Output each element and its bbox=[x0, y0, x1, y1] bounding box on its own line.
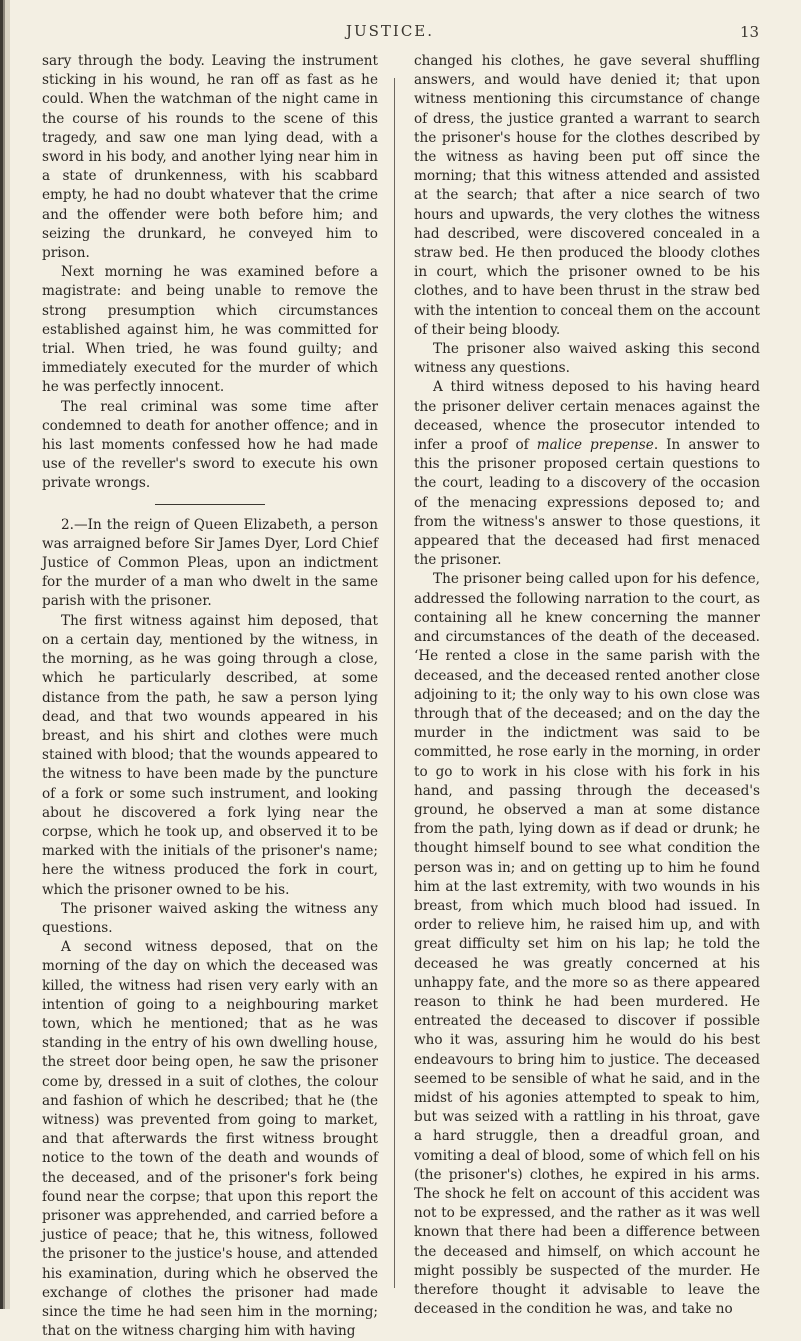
paragraph-right-2: The prisoner also waived asking this second witness any questions. bbox=[414, 341, 760, 377]
paragraph-left-1: sary through the body. Leaving the instrument sticking in his wound, he ran off as fast as he could. When the watchman of the night came in the course of his rounds to the scene of this tragedy, and saw one man lying dead, with a sword in his body, and another lying near him in a state of drunkenness, with his scabbard empty, he had no doubt whatever that the crime and the offender were both before him; and seizing the drunkard, he conveyed him to prison. bbox=[42, 53, 378, 262]
paragraph-left-4: 2.—In the reign of Queen Elizabeth, a person was arraigned before Sir James Dyer, Lord Chief Justice of Common Pleas, upon an indictment for the murder of a man who dwelt in the same parish with the prisoner. bbox=[42, 516, 378, 610]
left-column bbox=[42, 52, 378, 1341]
right-column bbox=[414, 52, 760, 1319]
italic-phrase: malice prepense bbox=[536, 437, 654, 454]
column-divider bbox=[394, 78, 395, 1288]
paragraph-right-3-start: A third witness deposed to his having heard the prisoner deliver certain menaces against the deceased, whence the prosecutor intended to infer a proof of bbox=[414, 379, 760, 454]
paragraph-left-3: The real criminal was some time after condemned to death for another offence; and in his last moments confessed how he had made use of the reveller's sword to execute his own private wrongs. bbox=[42, 398, 378, 492]
page-binding-edge bbox=[0, 0, 10, 1309]
paragraph-left-7: A second witness deposed, that on the morning of the day on which the deceased was killed, the witness had risen very early with an intention of going to a neighbouring market town, which he mentioned; that as he was standing in the entry of his own dwelling house, the street door being open, he saw the prisoner come by, dressed in a suit of clothes, the colour and fashion of which he described; that he (the witness) was prevented from going to market, and that afterwards the first witness brought notice to the town of the death and wounds of the deceased, and of the prisoner's fork being found near the corpse; that upon this report the prisoner was apprehended, and carried before a justice of peace; that he, this witness, followed the prisoner to the justice's house, and attended his examination, during which he observed the exchange of clothes the prisoner had made since the time he had seen him in the morning; that on the witness charging him with having bbox=[42, 939, 378, 1340]
paragraph-right-3-end: . In answer to this the prisoner proposed certain questions to the court, leading to a discovery of the occasion of the menacing expressions deposed to; and from the witness's answer to those questions, it appeared that the deceased had first menaced the prisoner. bbox=[414, 437, 760, 569]
running-head: JUSTICE. bbox=[345, 22, 435, 40]
paragraph-left-6: The prisoner waived asking the witness any questions. bbox=[42, 900, 378, 936]
paragraph-right-3 bbox=[414, 378, 760, 570]
paragraph-left-5: The first witness against him deposed, that on a certain day, mentioned by the witness, in the morning, as he was going through a close, which he particularly described, at some distance from the path, he saw a person lying dead, and that two wounds appeared in his breast, and his shirt and clothes were much stained with blood; that the wounds appeared to the witness to have been made by the puncture of a fork or some such instrument, and looking about he discovered a fork lying near the corpse, which he took up, and observed it to be marked with the initials of the prisoner's name; here the witness produced the fork in court, which the prisoner owned to be his. bbox=[42, 612, 378, 898]
paragraph-right-4: The prisoner being called upon for his defence, addressed the following narration to the court, as containing all he knew concerning the manner and circumstances of the death of the deceased. ‘He rented a close in the same parish with the deceased, and the deceased rented another close adjoining to it; the only way to his own close was through that of the deceased; and on the day the murder in the indictment was said to be committed, he rose early in the morning, in order to go to work in his close with his fork in his hand, and passing through the deceased's ground, he observed a man at some distance from the path, lying down as if dead or drunk; he thought himself bound to see what condition the person was in; and on getting up to him he found him at the last extremity, with two wounds in his breast, from which much blood had issued. In order to relieve him, he raised him up, and with great difficulty set him on his lap; he told the deceased he was greatly concerned at his unhappy fate, and the more so as there appeared reason to think he had been murdered. He entreated the deceased to discover if possible who it was, assuring him he would do his best endeavours to bring him to justice. The deceased seemed to be sensible of what he said, and in the midst of his agonies attempted to speak to him, but was seized with a rattling in his throat, gave a hard struggle, then a dreadful groan, and vomiting a deal of blood, some of which fell on his (the prisoner's) clothes, he expired in his arms. The shock he felt on account of this accident was not to be expressed, and the rather as it was well known that there had been a difference between the deceased and himself, on which account he might possibly be suspected of the murder. He therefore thought it advisable to leave the deceased in the condition he was, and take no bbox=[414, 571, 760, 1318]
page-number: 13 bbox=[740, 23, 760, 41]
page-header bbox=[0, 22, 801, 48]
section-divider bbox=[155, 504, 265, 505]
paragraph-left-2: Next morning he was examined before a magistrate: and being unable to remove the strong presumption which circumstances established against him, he was committed for trial. When tried, he was found guilty; and immediately executed for the murder of which he was perfectly innocent. bbox=[42, 264, 378, 396]
paragraph-right-1: changed his clothes, he gave several shuffling answers, and would have denied it; that upon witness mentioning this circumstance of change of dress, the justice granted a warrant to search the prisoner's house for the clothes described by the witness as having been put off since the morning; that this witness attended and assisted at the search; that after a nice search of two hours and upwards, the very clothes the witness had described, were discovered concealed in a straw bed. He then produced the bloody clothes in court, which the prisoner owned to be his clothes, and to have been thrust in the straw bed with the intention to conceal them on the account of their being bloody. bbox=[414, 53, 760, 338]
